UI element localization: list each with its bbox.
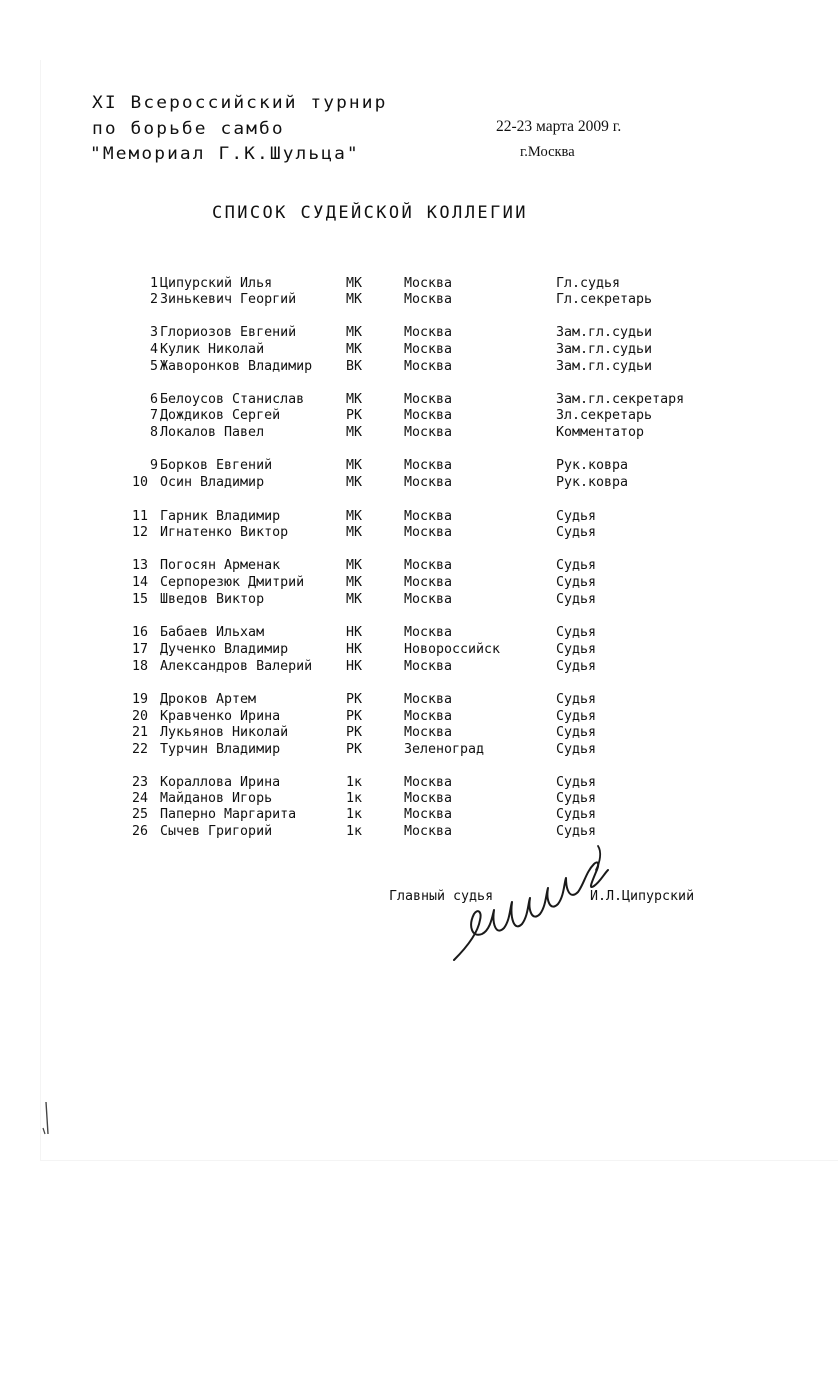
judge-role: Комментатор (556, 425, 645, 440)
judge-category: МК (346, 525, 363, 540)
judge-num: 22 (131, 742, 148, 757)
judge-category: МК (346, 575, 363, 590)
judge-name: Глориозов Евгений (160, 325, 297, 340)
judge-category: МК (346, 292, 363, 307)
judge-num: 5 (149, 359, 158, 374)
judge-category: ВК (346, 359, 363, 374)
judge-role: Судья (556, 742, 597, 757)
judge-category: МК (346, 592, 363, 607)
judge-name: Лукьянов Николай (160, 725, 289, 740)
judge-name: Кораллова Ирина (160, 775, 281, 790)
judge-city: Москва (404, 325, 453, 340)
judge-category: МК (346, 276, 363, 291)
judge-row (0, 275, 838, 292)
judge-name: Жаворонков Владимир (160, 359, 313, 374)
judge-name: Дученко Владимир (160, 642, 289, 657)
judge-category: 1к (346, 824, 363, 839)
judge-row (0, 774, 838, 791)
judge-city: Москва (404, 458, 453, 473)
tournament-title-line-1: XI Всероссийский турнир (92, 93, 388, 113)
judge-category: 1к (346, 807, 363, 822)
judge-city: Москва (404, 791, 453, 806)
judge-city: Москва (404, 392, 453, 407)
judge-name: Погосян Арменак (160, 558, 281, 573)
judge-num: 20 (131, 709, 148, 724)
chief-judge-label: Главный судья (389, 889, 494, 904)
judge-name: Бабаев Ильхам (160, 625, 265, 640)
judge-category: РК (346, 408, 363, 423)
judge-name: Майданов Игорь (160, 791, 273, 806)
judge-num: 18 (131, 659, 148, 674)
judge-num: 13 (131, 558, 148, 573)
judge-role: Судья (556, 659, 597, 674)
judge-category: МК (346, 425, 363, 440)
judge-row (0, 641, 838, 658)
judge-category: РК (346, 709, 363, 724)
judge-city: Москва (404, 575, 453, 590)
judge-category: МК (346, 325, 363, 340)
judge-name: Дроков Артем (160, 692, 257, 707)
judge-category: НК (346, 625, 363, 640)
judge-role: Судья (556, 709, 597, 724)
judge-category: МК (346, 342, 363, 357)
judge-role: Судья (556, 725, 597, 740)
judge-name: Гарник Владимир (160, 509, 281, 524)
judge-role: Рук.ковра (556, 458, 629, 473)
judge-city: Зеленоград (404, 742, 485, 757)
judge-role: Судья (556, 509, 597, 524)
judge-city: Москва (404, 475, 453, 490)
judge-num: 23 (131, 775, 148, 790)
judge-row (0, 341, 838, 358)
judge-category: РК (346, 725, 363, 740)
judge-role: Судья (556, 575, 597, 590)
judge-category: РК (346, 692, 363, 707)
judge-role: Судья (556, 642, 597, 657)
chief-judge-name: И.Л.Ципурский (590, 889, 695, 904)
judge-num: 2 (149, 292, 158, 307)
judge-row (0, 823, 838, 840)
tournament-title-line-2: по борьбе самбо (92, 119, 285, 139)
judge-role: Гл.судья (556, 276, 621, 291)
judge-row (0, 658, 838, 675)
judge-name: Кравченко Ирина (160, 709, 281, 724)
judge-role: Зам.гл.секретаря (556, 392, 685, 407)
judge-role: Судья (556, 558, 597, 573)
judge-category: 1к (346, 775, 363, 790)
judge-category: РК (346, 742, 363, 757)
judge-city: Москва (404, 709, 453, 724)
judge-city: Москва (404, 725, 453, 740)
judge-row (0, 508, 838, 525)
judge-num: 15 (131, 592, 148, 607)
judge-num: 24 (131, 791, 148, 806)
judge-num: 4 (149, 342, 158, 357)
judge-num: 3 (149, 325, 158, 340)
judge-name: Александров Валерий (160, 659, 313, 674)
judge-num: 1 (149, 276, 158, 291)
judge-role: Судья (556, 592, 597, 607)
judge-row (0, 291, 838, 308)
judge-city: Москва (404, 425, 453, 440)
judge-row (0, 691, 838, 708)
judge-name: Зинькевич Георгий (160, 292, 297, 307)
judge-row (0, 474, 838, 491)
page-title: СПИСОК СУДЕЙСКОЙ КОЛЛЕГИИ (212, 203, 528, 223)
judge-city: Москва (404, 692, 453, 707)
judge-num: 25 (131, 807, 148, 822)
judge-num: 19 (131, 692, 148, 707)
tournament-date: 22-23 марта 2009 г. (496, 118, 622, 135)
judge-role: Судья (556, 807, 597, 822)
judge-city: Новороссийск (404, 642, 501, 657)
judge-role: Судья (556, 525, 597, 540)
judge-name: Игнатенко Виктор (160, 525, 289, 540)
judge-city: Москва (404, 659, 453, 674)
judge-city: Москва (404, 775, 453, 790)
judge-role: Судья (556, 775, 597, 790)
judge-city: Москва (404, 625, 453, 640)
judge-category: НК (346, 659, 363, 674)
judge-role: Зам.гл.судьи (556, 359, 653, 374)
judge-name: Белоусов Станислав (160, 392, 305, 407)
judge-num: 21 (131, 725, 148, 740)
judge-row (0, 324, 838, 341)
judge-row (0, 574, 838, 591)
judge-row (0, 741, 838, 758)
judge-city: Москва (404, 359, 453, 374)
judge-row (0, 806, 838, 823)
judge-name: Шведов Виктор (160, 592, 265, 607)
judge-category: МК (346, 475, 363, 490)
judge-row (0, 358, 838, 375)
judge-row (0, 457, 838, 474)
judge-num: 10 (131, 475, 148, 490)
judge-row (0, 557, 838, 574)
judge-role: Судья (556, 791, 597, 806)
tournament-place: г.Москва (520, 144, 575, 160)
judge-row (0, 391, 838, 408)
judge-num: 12 (131, 525, 148, 540)
judge-name: Паперно Маргарита (160, 807, 297, 822)
judge-category: 1к (346, 791, 363, 806)
judge-city: Москва (404, 525, 453, 540)
judge-role: Судья (556, 625, 597, 640)
judge-row (0, 790, 838, 807)
judge-row (0, 724, 838, 741)
judge-num: 16 (131, 625, 148, 640)
judge-category: МК (346, 392, 363, 407)
judge-name: Сычев Григорий (160, 824, 273, 839)
judge-city: Москва (404, 408, 453, 423)
judge-name: Борков Евгений (160, 458, 273, 473)
judge-num: 14 (131, 575, 148, 590)
judge-row (0, 591, 838, 608)
judge-city: Москва (404, 342, 453, 357)
judge-num: 6 (149, 392, 158, 407)
judge-category: НК (346, 642, 363, 657)
judge-role: Судья (556, 692, 597, 707)
judge-row (0, 524, 838, 541)
judge-num: 9 (149, 458, 158, 473)
judge-city: Москва (404, 558, 453, 573)
judge-name: Локалов Павел (160, 425, 265, 440)
judge-city: Москва (404, 276, 453, 291)
judge-category: МК (346, 458, 363, 473)
judge-num: 8 (149, 425, 158, 440)
judge-name: Кулик Николай (160, 342, 265, 357)
judge-city: Москва (404, 509, 453, 524)
judge-row (0, 624, 838, 641)
judge-row (0, 407, 838, 424)
judge-name: Ципурский Илья (160, 276, 273, 291)
judge-city: Москва (404, 807, 453, 822)
judge-city: Москва (404, 292, 453, 307)
judge-row (0, 708, 838, 725)
judge-city: Москва (404, 592, 453, 607)
judge-row (0, 424, 838, 441)
judge-num: 17 (131, 642, 148, 657)
scanned-sheet-edge (40, 60, 838, 1161)
judge-role: Гл.секретарь (556, 292, 653, 307)
judge-role: Зам.гл.судьи (556, 342, 653, 357)
judge-name: Серпорезюк Дмитрий (160, 575, 305, 590)
judge-num: 11 (131, 509, 148, 524)
judge-num: 7 (149, 408, 158, 423)
judge-role: Судья (556, 824, 597, 839)
judge-role: Рук.ковра (556, 475, 629, 490)
signature-image (448, 842, 618, 967)
judge-category: МК (346, 558, 363, 573)
judge-num: 26 (131, 824, 148, 839)
stray-pen-mark (40, 1100, 54, 1140)
tournament-title-line-3: "Мемориал Г.К.Шульца" (90, 144, 360, 164)
judge-role: Зам.гл.судьи (556, 325, 653, 340)
judge-category: МК (346, 509, 363, 524)
judge-name: Дождиков Сергей (160, 408, 281, 423)
judge-name: Осин Владимир (160, 475, 265, 490)
judge-name: Турчин Владимир (160, 742, 281, 757)
judge-city: Москва (404, 824, 453, 839)
judge-role: Зл.секретарь (556, 408, 653, 423)
